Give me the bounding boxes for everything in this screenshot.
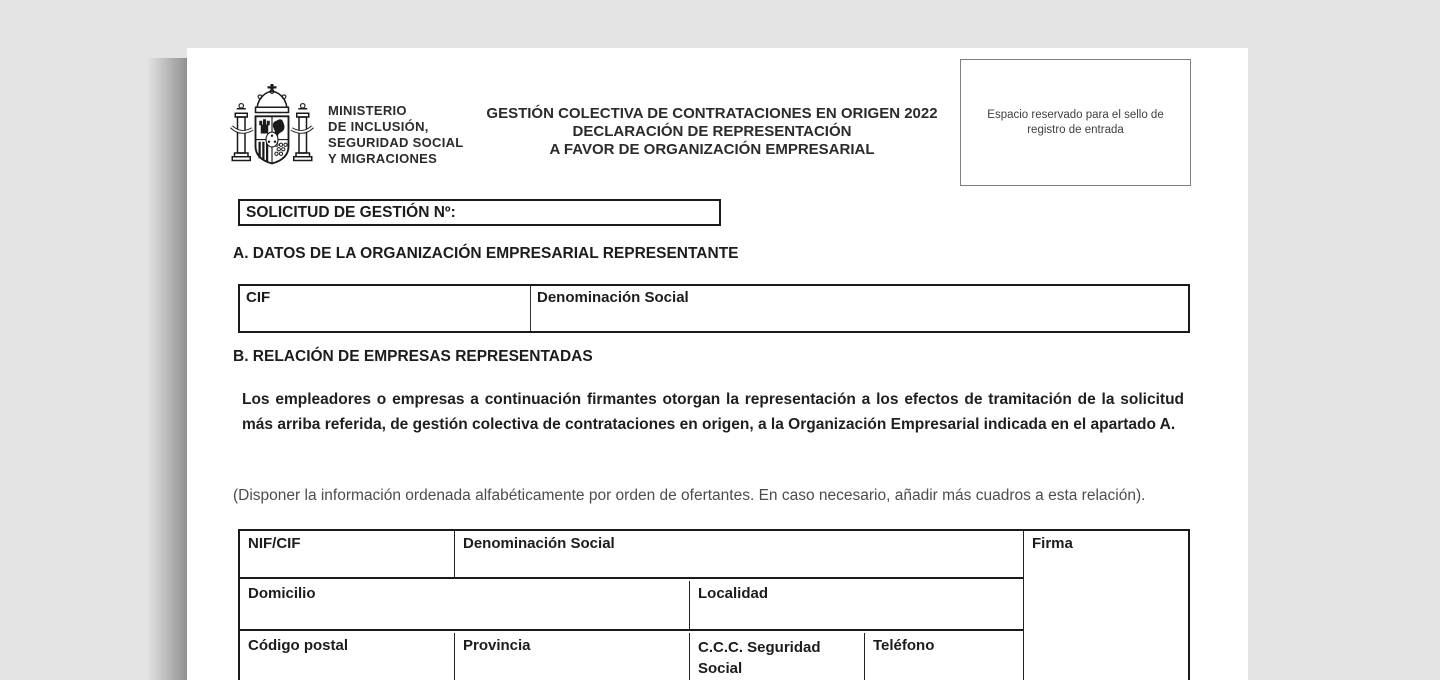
nif-cif-label: NIF/CIF [248, 535, 301, 552]
telefono-label: Teléfono [873, 637, 935, 654]
section-b-heading: B. RELACIÓN DE EMPRESAS REPRESENTADAS [233, 348, 593, 365]
provincia-field[interactable] [455, 633, 690, 680]
cif-field[interactable] [240, 286, 531, 331]
denominacion-social-label-b: Denominación Social [463, 535, 615, 552]
codigo-postal-label: Código postal [248, 637, 348, 654]
domicilio-label: Domicilio [248, 585, 316, 602]
ccc-seguridad-social-field[interactable] [690, 633, 865, 680]
firma-label: Firma [1032, 535, 1073, 552]
denominacion-social-field-b[interactable] [455, 531, 1024, 579]
page-drop-shadow [147, 58, 187, 680]
document-page [187, 48, 1248, 680]
provincia-label: Provincia [463, 637, 531, 654]
spain-coat-of-arms-icon [227, 82, 317, 182]
section-b-paragraph: Los empleadores o empresas a continuación firmantes otorgan la representación a los efectos de tramitación de la solicitud más arriba referida, de gestión colectiva de contrataciones en origen, a la Organización Empresarial indicada en el apartado A. [242, 391, 1184, 433]
telefono-field[interactable] [865, 633, 1023, 680]
ccc-seguridad-social-label: C.C.C. Seguridad Social [698, 639, 821, 677]
section-b-note: (Disponer la información ordenada alfabéticamente por orden de ofertantes. En caso necesario, añadir más cuadros a esta relación). [233, 487, 1146, 504]
ministry-line: MINISTERIO [328, 103, 407, 118]
title-line-1: GESTIÓN COLECTIVA DE CONTRATACIONES EN ORIGEN 2022 [486, 105, 938, 122]
firma-field[interactable] [1024, 531, 1188, 680]
ministry-line: DE INCLUSIÓN, [328, 119, 429, 134]
nif-cif-field[interactable] [240, 531, 455, 579]
cif-label: CIF [246, 289, 271, 306]
entry-stamp-text: Espacio reservado para el sello de registro de entrada [987, 108, 1164, 136]
ministry-name [328, 103, 464, 167]
entry-stamp-box [960, 59, 1191, 186]
document-title [452, 105, 972, 159]
solicitud-number-label: SOLICITUD DE GESTIÓN Nº: [246, 203, 456, 221]
denominacion-social-field[interactable] [531, 286, 1188, 331]
codigo-postal-field[interactable] [240, 633, 455, 680]
localidad-label: Localidad [698, 585, 769, 602]
domicilio-field[interactable] [240, 581, 690, 631]
localidad-field[interactable] [690, 581, 1023, 631]
ministry-line: SEGURIDAD SOCIAL [328, 135, 464, 150]
title-line-2: DECLARACIÓN DE REPRESENTACIÓN [572, 123, 852, 140]
title-line-3: A FAVOR DE ORGANIZACIÓN EMPRESARIAL [549, 141, 875, 158]
section-a-table [238, 284, 1190, 333]
section-a-heading: A. DATOS DE LA ORGANIZACIÓN EMPRESARIAL REPRESENTANTE [233, 245, 739, 262]
ministry-line: Y MIGRACIONES [328, 151, 438, 166]
empresas-table [238, 529, 1190, 680]
denominacion-social-label: Denominación Social [537, 289, 689, 306]
solicitud-number-field[interactable] [238, 199, 721, 226]
